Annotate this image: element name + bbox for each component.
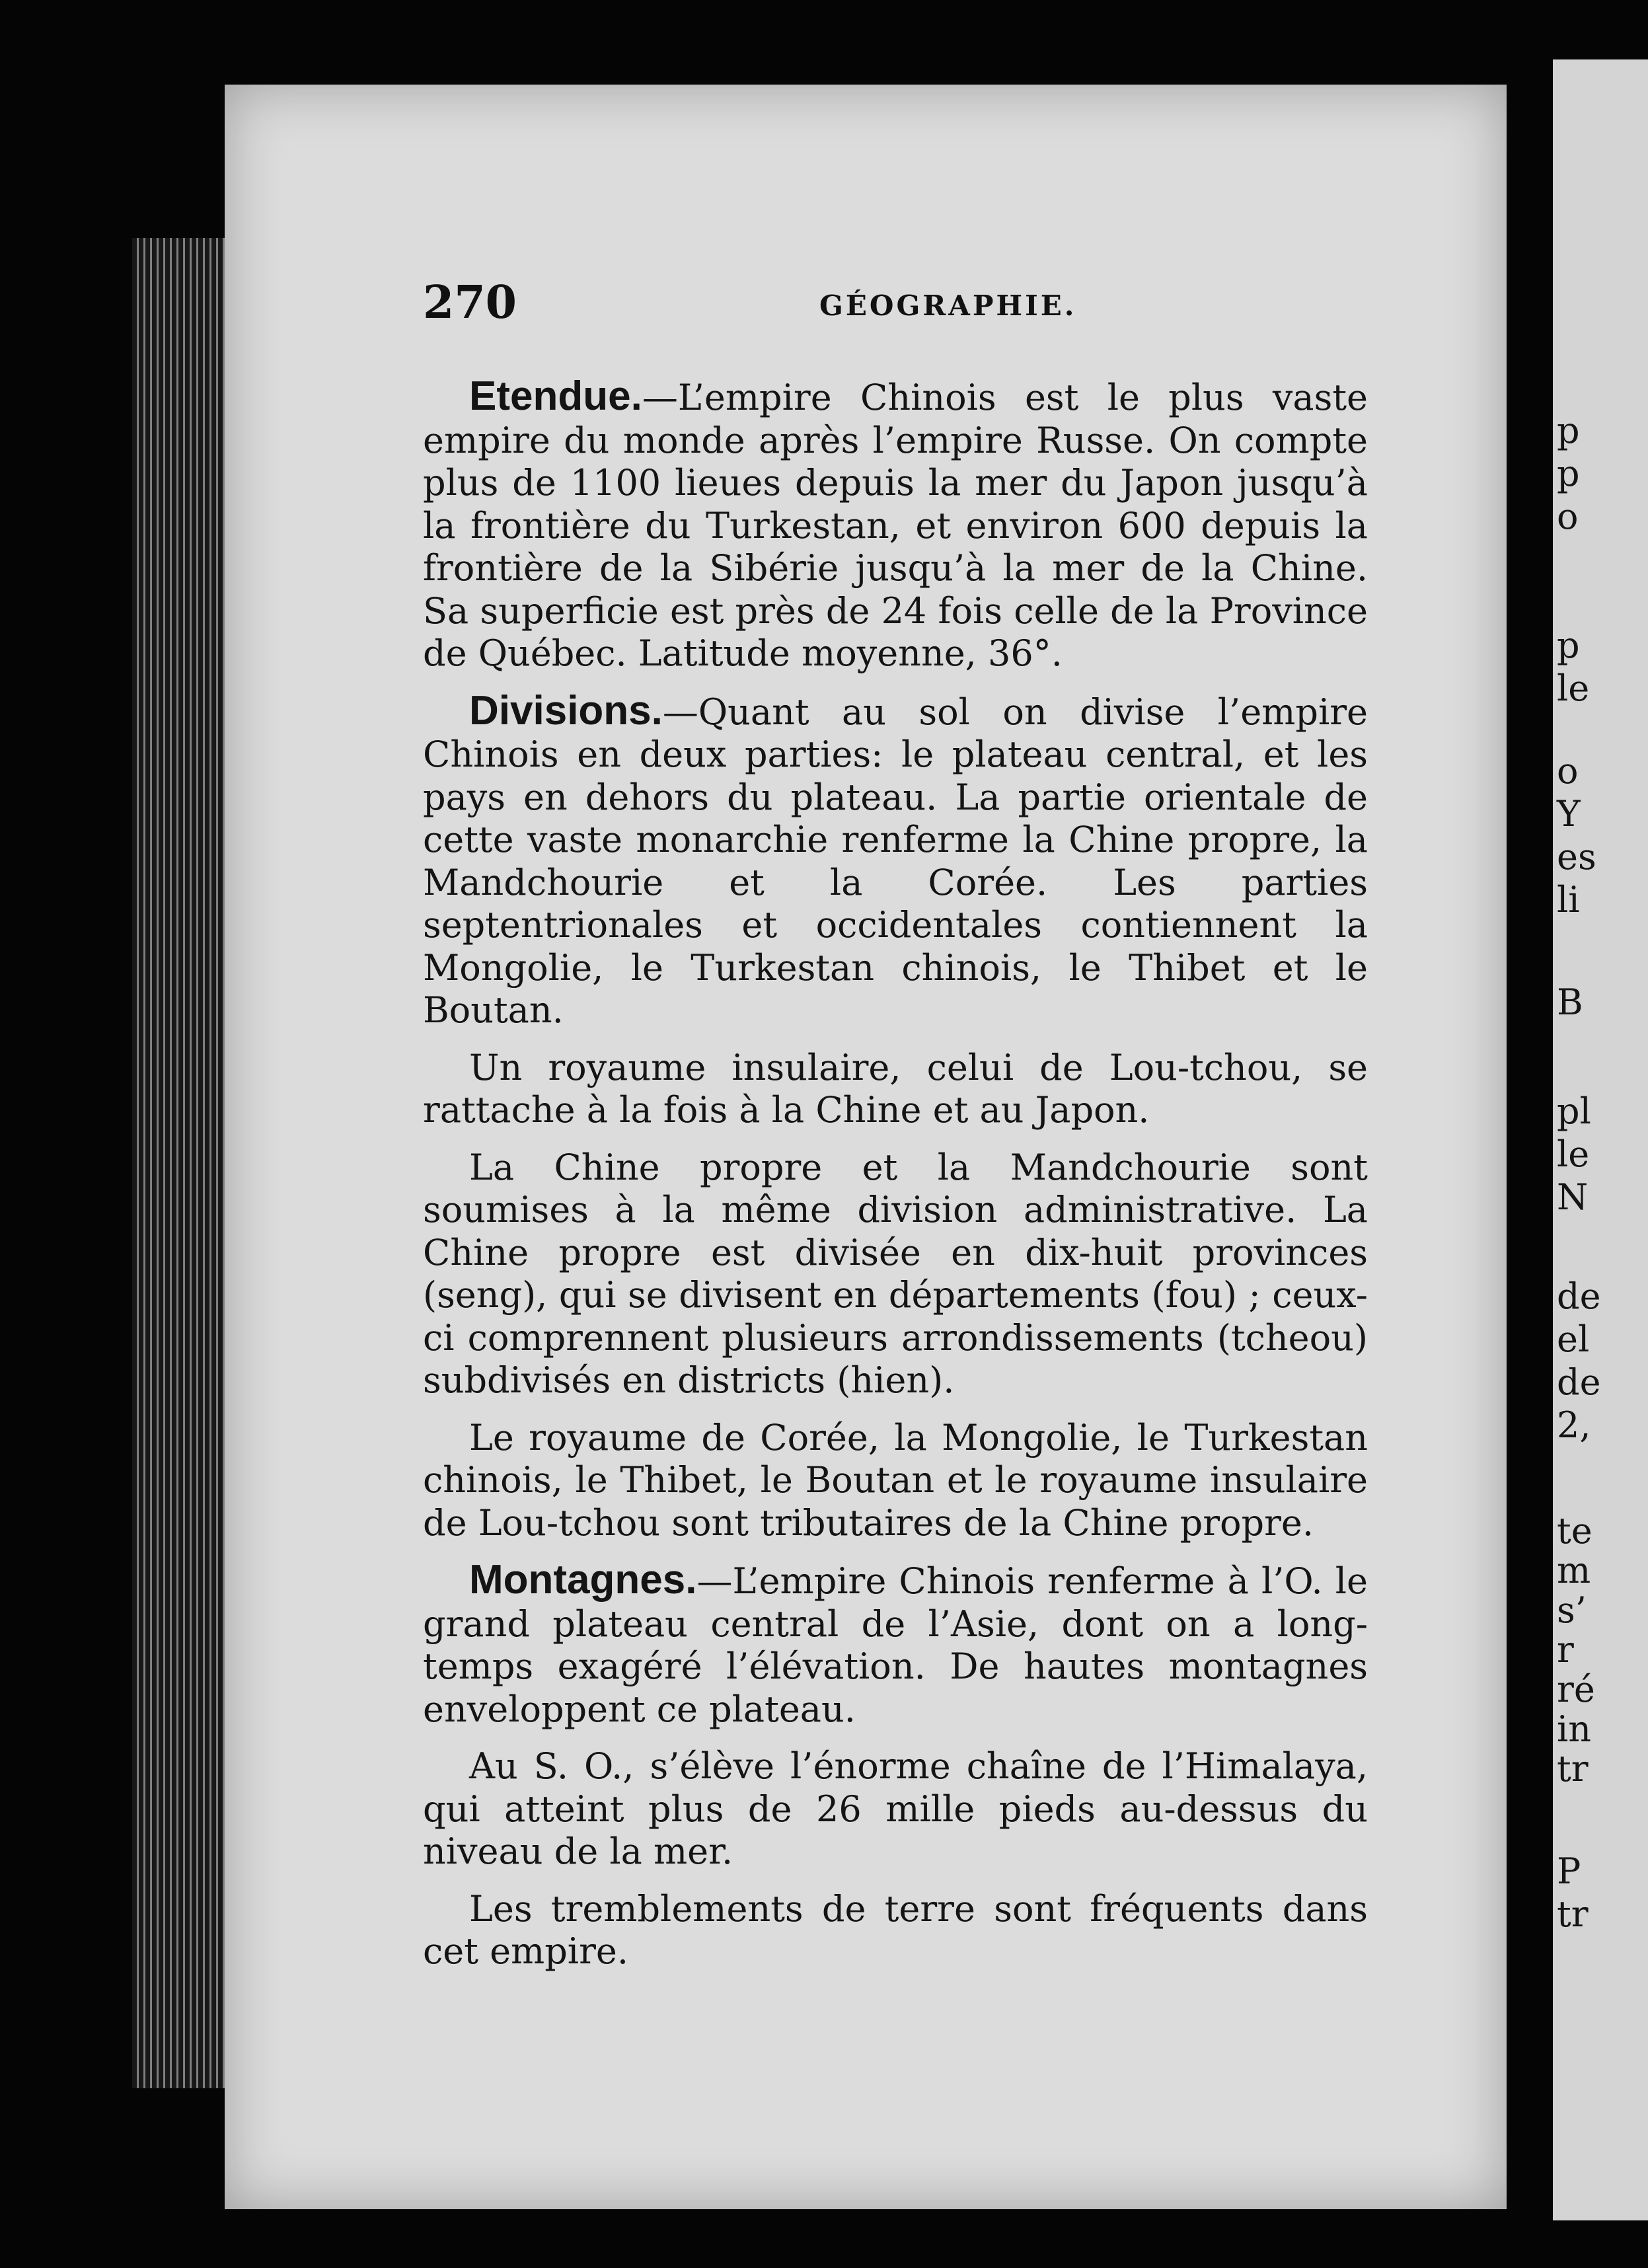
opposite-page-fragment: de [1557, 1275, 1601, 1317]
body-text [423, 375, 1368, 1988]
opposite-page-fragment: le [1557, 667, 1590, 709]
opposite-page-fragment: te [1557, 1510, 1592, 1552]
opposite-page-fragment: in [1557, 1708, 1592, 1750]
opposite-page-fragment: tr [1557, 1893, 1589, 1935]
opposite-page-fragment: es [1557, 836, 1596, 878]
book-page [225, 85, 1507, 2209]
page-header [423, 276, 1368, 356]
opposite-page-fragment: N [1557, 1176, 1589, 1218]
paragraph-divisions [423, 687, 1368, 1032]
opposite-page-fragment: ré [1557, 1669, 1595, 1710]
opposite-page-fragment: o [1557, 496, 1579, 537]
opposite-page-fragment: P [1557, 1850, 1581, 1892]
paragraph-text: Au S. O., s’élève l’énorme chaîne de l’Himalaya, qui atteint plus de 26 mille pieds au-dessus du niveau de la mer. [423, 1745, 1368, 1872]
opposite-page-fragment: p [1557, 453, 1580, 494]
paragraph-himalaya [423, 1745, 1368, 1873]
paragraph-text: Les tremblements de terre sont fréquents dans cet empire. [423, 1887, 1368, 1972]
opposite-page-fragment: r [1557, 1629, 1574, 1671]
opposite-page-fragment: o [1557, 750, 1579, 792]
paragraph-text: —Quant au sol on divise l’empire Chinois en deux parties: le plateau central, et les pays en dehors du plateau. La partie orientale de cette vaste monarchie renferme la Chine propre, la Mandchourie et la Corée. Les parties septentrionales et occidentales contiennent la Mongolie, le Turkestan chinois, le Thibet et le Boutan. [423, 691, 1368, 1031]
paragraph-text: Un royaume insulaire, celui de Lou-tchou, se rattache à la fois à la Chine et au Japon. [423, 1046, 1368, 1131]
opposite-page-fragment: s’ [1557, 1589, 1587, 1631]
opposite-page-fragment: B [1557, 981, 1583, 1023]
opposite-page-fragment: tr [1557, 1748, 1589, 1790]
paragraph-text: —L’empire Chinois est le plus vaste empire du monde après l’empire Russe. On compte plus de 1100 lieues depuis la mer du Japon jusqu’à la frontière du Turkestan, et environ 600 depuis la frontière de la Sibérie jusqu’à la mer de la Chine. Sa superficie est près de 24 fois celle de la Province de Québec. Latitude moyenne, 36°. [423, 377, 1368, 674]
paragraph-text: Le royaume de Corée, la Mongolie, le Turkestan chinois, le Thibet, le Boutan et le royaume insulaire de Lou-tchou sont tributaires de la Chine propre. [423, 1416, 1368, 1544]
paragraph-tributaries [423, 1417, 1368, 1545]
section-heading: Etendue. [469, 373, 642, 419]
opposite-page-edge [1553, 59, 1648, 2220]
opposite-page-fragment: p [1557, 410, 1580, 451]
opposite-page-fragment: le [1557, 1133, 1590, 1175]
paragraph-administration [423, 1147, 1368, 1402]
opposite-page-fragment: de [1557, 1361, 1601, 1403]
paragraph-earthquakes [423, 1888, 1368, 1973]
page-number: 270 [423, 276, 517, 329]
opposite-page-fragment: li [1557, 879, 1580, 921]
opposite-page-fragment: 2, [1557, 1404, 1591, 1446]
section-heading: Montagnes. [469, 1557, 697, 1603]
paragraph-text: —L’empire Chinois renferme à l’O. le grand plateau central de l’Asie, dont on a long-temps exagéré l’élévation. De hautes montagnes enveloppent ce plateau. [423, 1560, 1368, 1730]
opposite-page-fragment: Y [1557, 793, 1581, 835]
opposite-page-fragment: el [1557, 1318, 1590, 1360]
page-edges [132, 238, 231, 2088]
opposite-page-fragment: p [1557, 624, 1580, 666]
paragraph-lou-tchou [423, 1047, 1368, 1132]
opposite-page-fragment: pl [1557, 1090, 1591, 1132]
paragraph-etendue [423, 375, 1368, 675]
paragraph-montagnes [423, 1559, 1368, 1731]
running-title: GÉOGRAPHIE. [819, 289, 1077, 322]
opposite-page-fragment: m [1557, 1550, 1591, 1591]
paragraph-text: La Chine propre et la Mandchourie sont soumises à la même division administrative. La Chine propre est divisée en dix-huit provinces (seng), qui se divisent en départements (fou) ; ceux-ci comprennent plusieurs arrondissements (tcheou) subdivisés en districts (hien). [423, 1146, 1368, 1401]
section-heading: Divisions. [469, 687, 663, 734]
